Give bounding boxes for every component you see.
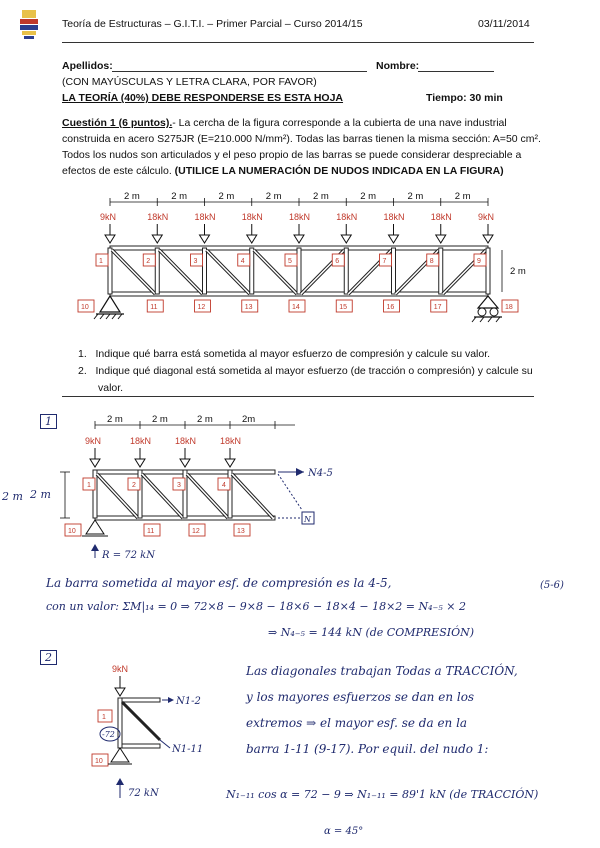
vertical-bar — [250, 248, 254, 294]
vertical-bar — [392, 248, 396, 294]
question-text-1: - La cercha de la figura corresponde a la cubierta de una nave industrial — [172, 117, 507, 129]
spacing-label: 2 m — [107, 414, 123, 425]
truss-figure — [70, 188, 530, 338]
vertical-bar — [183, 470, 187, 518]
answer1-line-1: La barra sometida al mayor esf. de compresión es la 4-5, — [46, 576, 392, 590]
question-item-2-text: Indique qué diagonal está sometida al mayor esfuerzo (de tracción o compresión) y calcule su — [95, 365, 533, 377]
question-item-1-text: Indique qué barra está sometida al mayor esfuerzo de compresión y calcule su valor. — [95, 348, 491, 360]
answer2-line-3: extremos ⇒ el mayor esf. se da en la — [246, 716, 468, 730]
top-node-label: 9 — [477, 258, 481, 265]
top-node-label: 4 — [240, 258, 245, 265]
load-label: 18kN — [383, 212, 405, 222]
load-label: 18kN — [336, 212, 358, 222]
spacing-label: 2 m — [454, 191, 471, 202]
answer2-force-top: N1-2 — [176, 696, 201, 707]
bottom-node-label: 11 — [150, 304, 158, 311]
spacing-label: 2 m — [265, 191, 282, 202]
answer2-line-2: y los mayores esfuerzos se dan en los — [246, 690, 475, 704]
answer1-ref: (5-6) — [540, 580, 564, 591]
vertical-bar — [138, 470, 142, 518]
vertical-bar — [93, 470, 97, 518]
spacing-label: 2m — [242, 414, 256, 425]
exam-time: Tiempo: 30 min — [426, 92, 503, 104]
exam-date: 03/11/2014 — [478, 18, 530, 30]
top-node-label: 6 — [335, 258, 340, 265]
load-label: 18kN — [241, 212, 263, 222]
form-note: (CON MAYÚSCULAS Y LETRA CLARA, POR FAVOR) — [62, 76, 317, 88]
spacing-label: 2 m — [197, 414, 213, 425]
vertical-bar — [344, 248, 348, 294]
load-label: 18kN — [194, 212, 216, 222]
top-node-label: 3 — [177, 482, 181, 489]
height-label: 2 m — [510, 266, 526, 277]
question-line-3: Todos los nudos son articulados y el peso propio de las barras se puede considerar despreciable a — [62, 149, 522, 161]
answer2-load: 9kN — [112, 664, 129, 674]
top-node-label: 5 — [288, 258, 292, 265]
bottom-node-label: 12 — [197, 304, 206, 311]
bottom-node-label: 10 — [81, 304, 89, 311]
question-line-1 — [62, 117, 507, 130]
spacing-label: 2 m — [152, 414, 168, 425]
question-item-2: 2. Indique qué diagonal está sometida al mayor esfuerzo (de tracción o compresión) y calcule su — [78, 365, 533, 377]
answer1-line-2: con un valor: ΣM|₁₄ = 0 ⇒ 72×8 − 9×8 − 18×6 − 18×4 − 18×2 = N₄₋₅ × 2 — [46, 600, 466, 613]
answer1-force-top: N4-5 — [308, 468, 333, 479]
top-node-label: 8 — [429, 258, 434, 265]
spacing-label: 2 m — [124, 191, 140, 202]
university-logo-icon — [18, 8, 40, 42]
svg-text:1: 1 — [102, 714, 106, 721]
pin-support-icon — [94, 296, 124, 319]
load-label: 18kN — [220, 436, 242, 446]
load-label: 18kN — [289, 212, 311, 222]
nombre-label: Nombre: — [376, 60, 420, 72]
page-title: Teoría de Estructuras – G.I.T.I. – Primer Parcial – Curso 2014/15 — [62, 18, 363, 30]
bottom-node-label: 10 — [68, 528, 76, 535]
roller-support-icon — [472, 296, 502, 322]
question-title: Cuestión 1 (6 puntos). — [62, 117, 173, 129]
answer1-force-bot: N — [304, 515, 311, 524]
vertical-bar — [228, 470, 232, 518]
answer2-line-1: Las diagonales trabajan Todas a TRACCIÓN, — [246, 664, 518, 678]
spacing-label: 2 m — [171, 191, 188, 202]
answer2-reaction: 72 kN — [128, 788, 159, 799]
vertical-bar — [155, 248, 159, 294]
vertical-bar — [108, 248, 112, 294]
answer2-force-diag: N1-11 — [172, 744, 204, 755]
bottom-node-label: 13 — [244, 304, 253, 311]
top-node-label: 2 — [146, 258, 151, 265]
theory-note: LA TEORÍA (40%) DEBE RESPONDERSE ES ESTA HOJA — [62, 92, 344, 104]
spacing-label: 2 m — [313, 191, 329, 202]
answer1-height: 2 m — [2, 490, 23, 503]
answer1-line-3: ⇒ N₄₋₅ = 144 kN (de COMPRESIÓN) — [268, 626, 475, 639]
question-line-4 — [62, 165, 504, 178]
question-text-4a: efectos de este cálculo. — [62, 165, 172, 177]
spacing-label: 2 m — [407, 191, 424, 202]
load-label: 18kN — [130, 436, 152, 446]
answer2-line-4: barra 1-11 (9-17). Por equil. del nudo 1: — [246, 742, 489, 756]
bottom-node-label: 17 — [433, 304, 442, 311]
top-node-label: 3 — [193, 258, 198, 265]
vertical-bar — [203, 248, 207, 294]
spacing-label: 2 m — [360, 191, 377, 202]
bottom-node-label: 11 — [147, 528, 155, 535]
bottom-node-label: 18 — [505, 304, 513, 311]
spacing-label: 2 m — [218, 191, 235, 202]
vertical-bar — [297, 248, 301, 294]
question-item-1: 1. Indique qué barra está sometida al mayor esfuerzo de compresión y calcule su valor. — [78, 348, 491, 360]
answer1-figure — [2, 410, 340, 580]
answer1-label: 1 — [40, 414, 57, 429]
bottom-node-label: 15 — [339, 304, 348, 311]
vertical-bar — [486, 248, 490, 294]
question-line-2: construida en acero S275JR (E=210.000 N/mm²). Todas las barras tienen la misma sección: A=50 cm². — [62, 133, 541, 145]
answer1-reaction: R = 72 kN — [102, 550, 155, 561]
apellidos-label: Apellidos: — [62, 60, 113, 72]
answer2-line-6: α = 45° — [324, 826, 364, 837]
load-label: 18kN — [430, 212, 452, 222]
top-node-label: 1 — [87, 482, 91, 489]
top-node-label: 4 — [222, 482, 226, 489]
question-text-4b: (UTILICE LA NUMERACIÓN DE NUDOS INDICADA EN LA FIGURA) — [174, 165, 504, 177]
answer2-figure — [80, 660, 220, 810]
question-item-2-cont: valor. — [98, 382, 124, 394]
bottom-node-label: 16 — [386, 304, 395, 311]
top-node-label: 1 — [99, 258, 103, 265]
answer1-height-text: 2 m — [30, 488, 51, 501]
bottom-node-label: 12 — [192, 528, 200, 535]
header-rule — [62, 42, 534, 43]
top-node-label: 7 — [382, 258, 387, 265]
bottom-node-label: 14 — [292, 304, 300, 311]
svg-text:10: 10 — [95, 758, 103, 765]
load-label: 18kN — [147, 212, 169, 222]
load-label: 18kN — [175, 436, 197, 446]
answer2-line-5: N₁₋₁₁ cos α = 72 − 9 ⇒ N₁₋₁₁ = 89'1 kN (de TRACCIÓN) — [226, 788, 539, 801]
load-label: 9kN — [100, 212, 117, 222]
apellidos-field[interactable] — [112, 71, 367, 72]
answer2-small-label: -72 — [102, 730, 115, 739]
top-node-label: 2 — [132, 482, 136, 489]
vertical-bar — [439, 248, 443, 294]
answer2-label: 2 — [40, 650, 57, 665]
bottom-node-label: 13 — [237, 528, 245, 535]
answer-divider — [62, 396, 534, 397]
nombre-field[interactable] — [418, 71, 494, 72]
load-label: 9kN — [478, 212, 495, 222]
load-label: 9kN — [85, 436, 102, 446]
